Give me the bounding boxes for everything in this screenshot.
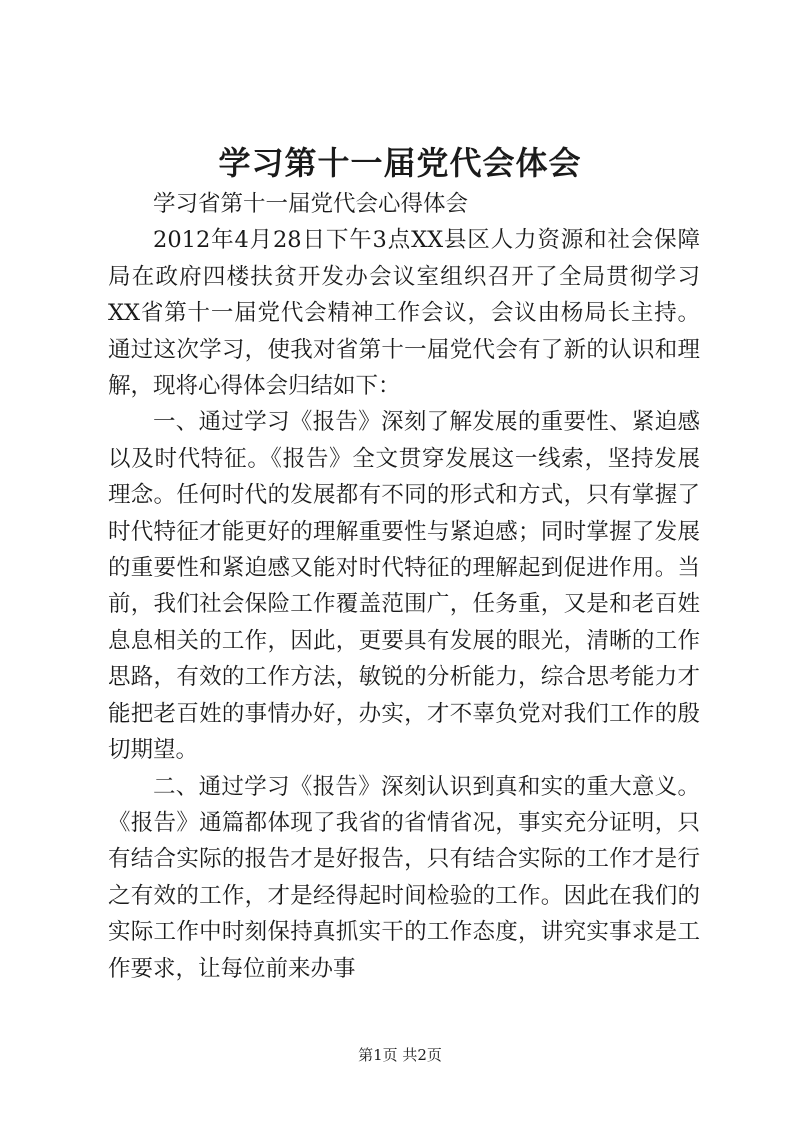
page-number-footer: 第1页 共2页 (358, 1046, 442, 1064)
subtitle-paragraph: 学习省第十一届党代会心得体会 (153, 191, 469, 217)
document-body (108, 186, 700, 987)
point-two-paragraph: 二、通过学习《报告》深刻认识到真和实的重大意义。《报告》通篇都体现了我省的省情省况，事实充分证明，只有结合实际的报告才是好报告，只有结合实际的工作才是行之有效的工作，才是经得起时间检验的工作。因此在我们的实际工作中时刻保持真抓实干的工作态度，讲究实事求是工作要求，让每位前来办事 (108, 773, 700, 982)
point-one-paragraph: 一、通过学习《报告》深刻了解发展的重要性、紧迫感以及时代特征。《报告》全文贯穿发展这一线索，坚持发展理念。任何时代的发展都有不同的形式和方式，只有掌握了时代特征才能更好的理解重要性与紧迫感；同时掌握了发展的重要性和紧迫感又能对时代特征的理解起到促进作用。当前，我们社会保险工作覆盖范围广，任务重，又是和老百姓息息相关的工作，因此，更要具有发展的眼光，清晰的工作思路，有效的工作方法，敏锐的分析能力，综合思考能力才能把老百姓的事情办好，办实，才不辜负党对我们工作的殷切期望。 (108, 409, 700, 764)
intro-paragraph: 2012年4月28日下午3点XX县区人力资源和社会保障局在政府四楼扶贫开发办会议室组织召开了全局贯彻学习XX省第十一届党代会精神工作会议，会议由杨局长主持。通过这次学习，使我对省第十一届党代会有了新的认识和理解，现将心得体会归结如下： (108, 227, 700, 400)
document-title: 学习第十一届党代会体会 (218, 144, 582, 182)
